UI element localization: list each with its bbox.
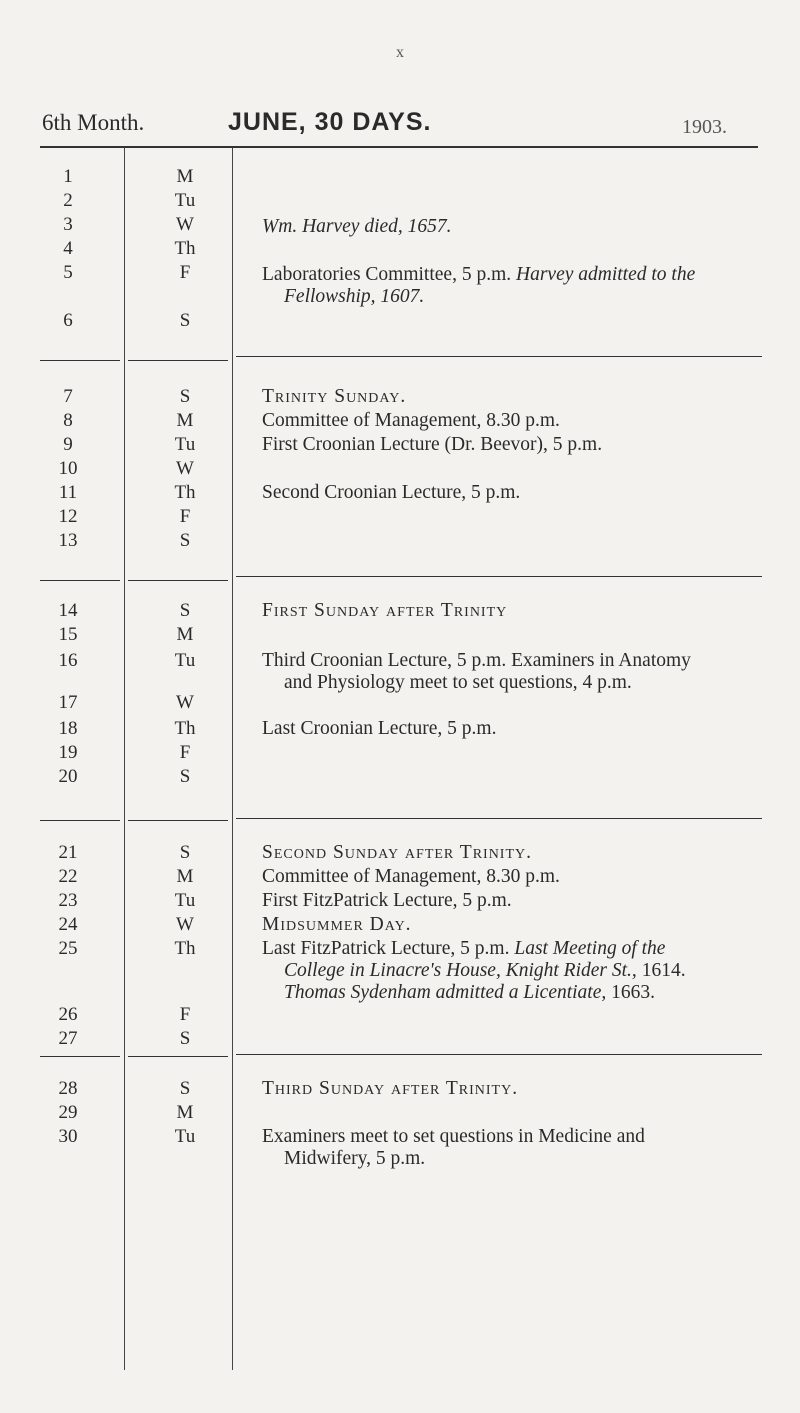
week-separator <box>236 818 762 819</box>
day-number: 13 <box>58 530 78 551</box>
day-number: 2 <box>63 190 73 211</box>
day-letter: M <box>176 410 194 431</box>
day-number: 22 <box>58 866 78 887</box>
day-number: 29 <box>58 1102 78 1123</box>
day-letter: F <box>179 1004 191 1025</box>
day-number: 3 <box>63 214 73 235</box>
note-text: Laboratories Committee, 5 p.m. <box>262 264 512 285</box>
day-letter: M <box>176 1102 194 1123</box>
day-letter: M <box>176 166 194 187</box>
page-mark: x <box>396 44 404 61</box>
day-letter: M <box>176 866 194 887</box>
day-number: 17 <box>58 692 78 713</box>
note: Third Sunday after Trinity. <box>262 1078 519 1099</box>
day-letter: Th <box>174 718 196 739</box>
note-text: and Physiology meet to set questions, 4 p.m. <box>284 672 632 693</box>
day-number: 28 <box>58 1078 78 1099</box>
day-number: 20 <box>58 766 78 787</box>
day-letter: Th <box>174 938 196 959</box>
day-number: 23 <box>58 890 78 911</box>
header-month: 6th Month. <box>42 110 145 135</box>
day-letter: M <box>176 624 194 645</box>
note: First Sunday after Trinity <box>262 600 508 621</box>
header-year: 1903. <box>682 116 727 138</box>
week-separator <box>40 820 120 821</box>
day-letter: F <box>179 742 191 763</box>
day-letter: Th <box>174 482 196 503</box>
note: Second Sunday after Trinity. <box>262 842 533 863</box>
week-separator <box>40 1056 120 1057</box>
day-letter: W <box>176 458 194 479</box>
day-number: 19 <box>58 742 78 763</box>
day-letter: S <box>179 1028 191 1049</box>
day-number: 27 <box>58 1028 78 1049</box>
day-number: 24 <box>58 914 78 935</box>
day-letter: S <box>179 842 191 863</box>
day-number: 5 <box>63 262 73 283</box>
note <box>262 938 772 1004</box>
note-text: Last FitzPatrick Lecture, 5 p.m. <box>262 938 510 959</box>
day-letter: Tu <box>174 434 196 455</box>
day-number: 26 <box>58 1004 78 1025</box>
week-separator <box>40 360 120 361</box>
day-number: 16 <box>58 650 78 671</box>
note: Wm. Harvey died, 1657. <box>262 216 452 237</box>
note-text: Thomas Sydenham admitted a Licentiate, <box>284 982 607 1003</box>
note-text: 1614. <box>641 960 686 981</box>
note-text: 1663. <box>611 982 656 1003</box>
note-text: College in Linacre's House, Knight Rider St., <box>284 960 637 981</box>
week-separator <box>236 356 762 357</box>
day-letter: S <box>179 386 191 407</box>
day-letter: S <box>179 600 191 621</box>
day-number: 15 <box>58 624 78 645</box>
note <box>262 264 772 308</box>
day-letter: W <box>176 692 194 713</box>
note: First FitzPatrick Lecture, 5 p.m. <box>262 890 512 911</box>
week-separator <box>128 360 228 361</box>
day-number: 7 <box>63 386 73 407</box>
day-letter: Tu <box>174 650 196 671</box>
day-number: 25 <box>58 938 78 959</box>
week-separator <box>236 576 762 577</box>
day-letter: W <box>176 214 194 235</box>
day-letter: S <box>179 766 191 787</box>
day-letter: F <box>179 506 191 527</box>
column-divider-1 <box>124 148 125 1370</box>
note: Second Croonian Lecture, 5 p.m. <box>262 482 521 503</box>
note-text: Harvey admitted to the <box>516 264 696 285</box>
week-separator <box>236 1054 762 1055</box>
day-number: 30 <box>58 1126 78 1147</box>
day-number: 4 <box>63 238 73 259</box>
day-letter: W <box>176 914 194 935</box>
day-number: 6 <box>63 310 73 331</box>
day-number: 18 <box>58 718 78 739</box>
note-text: Examiners meet to set questions in Medicine and <box>262 1126 645 1147</box>
note-text: Last Meeting of the <box>514 938 666 959</box>
header-title: JUNE, 30 DAYS. <box>228 108 432 136</box>
week-separator <box>128 1056 228 1057</box>
day-letter: S <box>179 1078 191 1099</box>
day-letter: Tu <box>174 890 196 911</box>
note <box>262 650 772 694</box>
day-letter: S <box>179 530 191 551</box>
note: First Croonian Lecture (Dr. Beevor), 5 p.m. <box>262 434 603 455</box>
week-separator <box>40 580 120 581</box>
day-number: 9 <box>63 434 73 455</box>
day-letter: Tu <box>174 190 196 211</box>
note-text: Third Croonian Lecture, 5 p.m. Examiners in Anatomy <box>262 650 691 671</box>
note: Trinity Sunday. <box>262 386 407 407</box>
day-letter: Th <box>174 238 196 259</box>
week-separator <box>128 580 228 581</box>
week-separator <box>128 820 228 821</box>
note: Committee of Management, 8.30 p.m. <box>262 866 560 887</box>
note: Last Croonian Lecture, 5 p.m. <box>262 718 497 739</box>
note-text: Fellowship, 1607. <box>284 286 425 307</box>
day-number: 1 <box>63 166 73 187</box>
note: Committee of Management, 8.30 p.m. <box>262 410 560 431</box>
day-letter: Tu <box>174 1126 196 1147</box>
top-rule <box>40 146 758 148</box>
day-number: 10 <box>58 458 78 479</box>
day-number: 21 <box>58 842 78 863</box>
day-number: 8 <box>63 410 73 431</box>
day-letter: S <box>179 310 191 331</box>
day-number: 11 <box>58 482 78 503</box>
day-number: 12 <box>58 506 78 527</box>
day-letter: F <box>179 262 191 283</box>
note-text: Midwifery, 5 p.m. <box>284 1148 426 1169</box>
note: Midsummer Day. <box>262 914 412 935</box>
day-number: 14 <box>58 600 78 621</box>
column-divider-2 <box>232 148 233 1370</box>
note <box>262 1126 772 1170</box>
